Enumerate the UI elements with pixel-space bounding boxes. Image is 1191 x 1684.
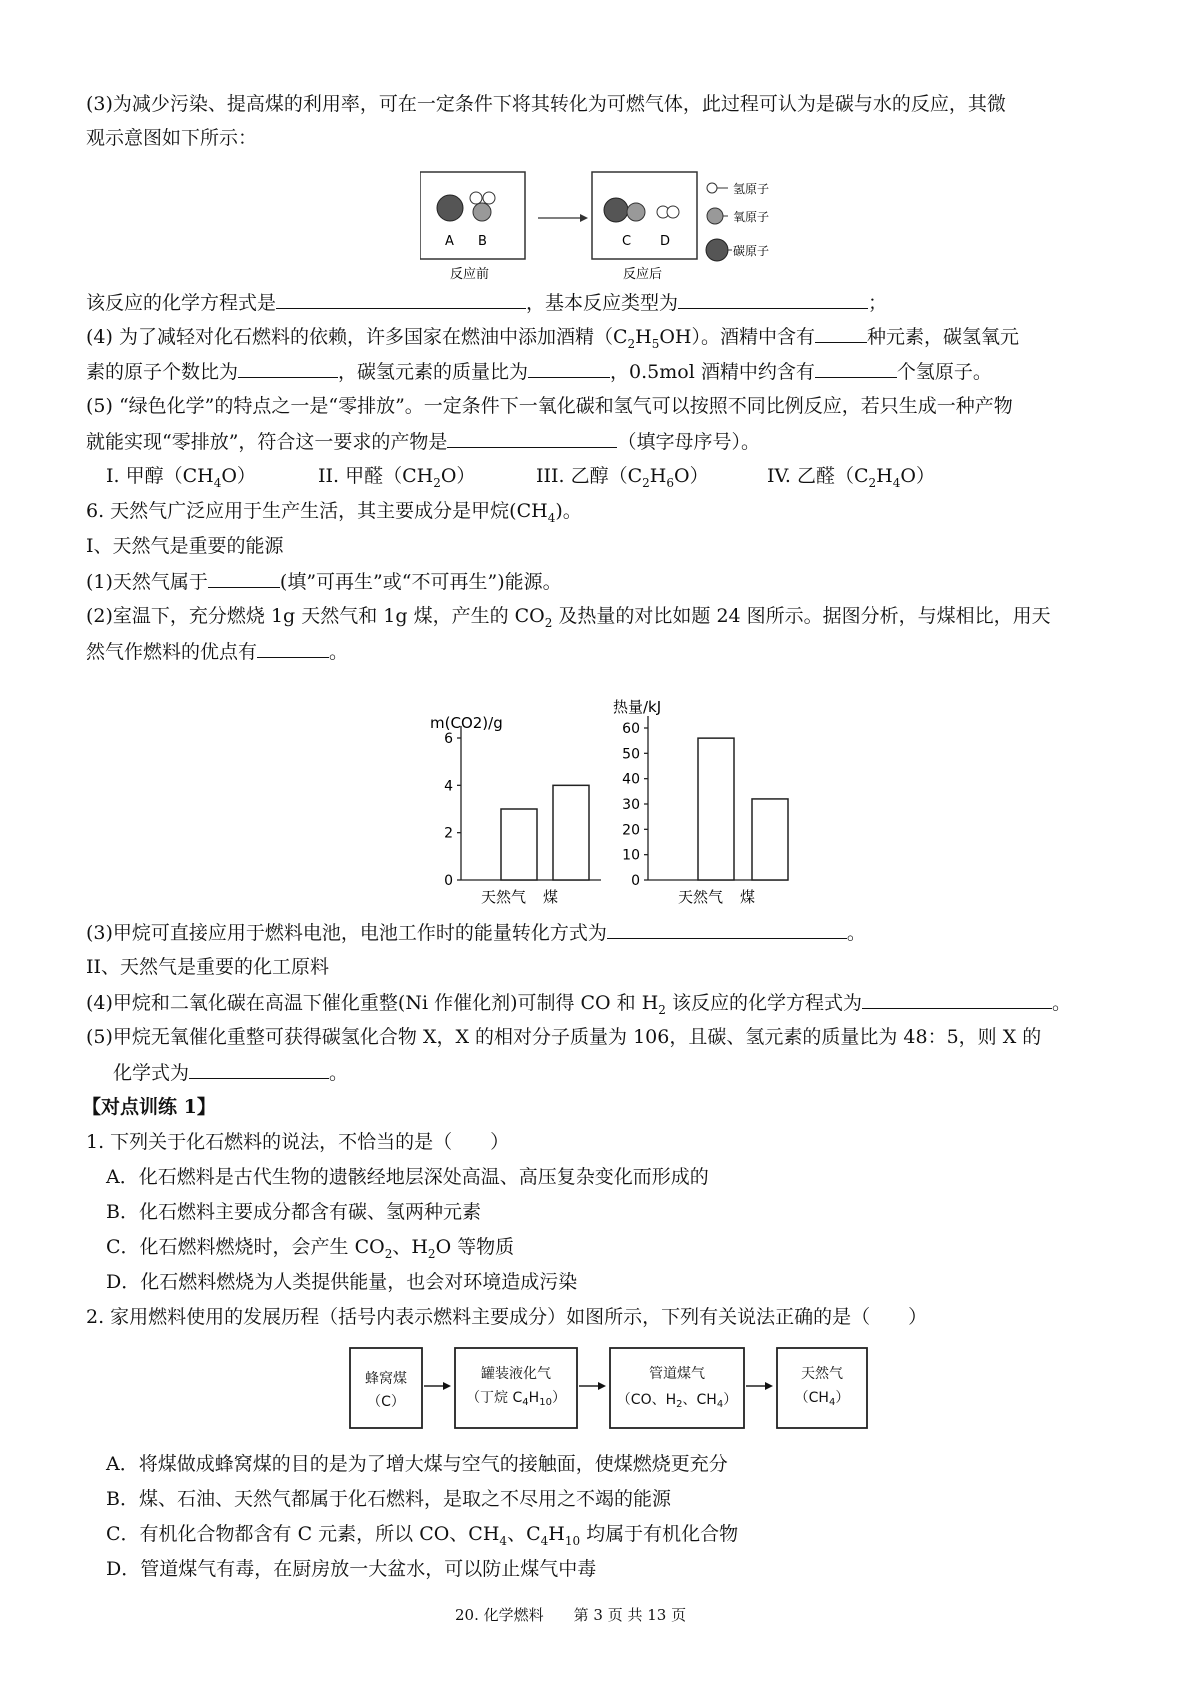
bar-0 — [501, 809, 537, 880]
mass-ratio-blank[interactable] — [528, 357, 610, 378]
arrow-icon — [765, 1382, 773, 1390]
q6-section-1: I、天然气是重要的能源 — [86, 535, 284, 557]
flow-box-gas-formula: （CO、$H_2$、$CH_4$） — [616, 1392, 738, 1410]
legend-oxygen: 氧原子 — [733, 210, 770, 224]
flow-box-lpg — [455, 1348, 577, 1428]
carbon-atom-c — [604, 198, 628, 222]
product-blank[interactable] — [447, 427, 617, 448]
reaction-micro-diagram — [420, 170, 800, 285]
flow-box-coal-formula: （C） — [367, 1394, 405, 1410]
q6-part-4: (4)甲烷和二氧化碳在高温下催化重整(Ni 作催化剂)可制得 CO 和 $H_2$ 该反应的化学方程式为 。 — [86, 988, 1071, 1017]
y-tick-label: 0 — [631, 873, 640, 889]
flow-box-lpg-title: 罐装液化气 — [481, 1366, 551, 1382]
arrow-icon — [580, 214, 588, 222]
before-box — [420, 172, 525, 259]
q6-part-5-line2: 化学式为 。 — [113, 1058, 348, 1087]
q4-line1: (4) 为了减轻对化石燃料的依赖，许多国家在燃油中添加酒精$(C_2H_5OH)$。酒精中含有 种元素，碳氢氧元 — [86, 322, 1019, 351]
training-q1-option-c[interactable]: C．化石燃料燃烧时，会产生 $CO_2$、$H_2O$ 等物质 — [106, 1236, 515, 1261]
caption-after: 反应后 — [623, 267, 663, 282]
equation-blank[interactable] — [276, 288, 526, 309]
bar-1 — [752, 799, 788, 880]
q5-option-4: IV. 乙醛$(C_2H_4O)$ — [767, 465, 935, 490]
training-q2: 2. 家用燃料使用的发展历程（括号内表示燃料主要成分）如图所示，下列有关说法正确的是（ ） — [86, 1306, 928, 1328]
oxygen-atom-b — [473, 203, 491, 221]
training-heading: 【对点训练 1】 — [82, 1096, 216, 1118]
y-tick-label: 0 — [444, 873, 453, 889]
q3-line1: (3)为减少污染、提高煤的利用率，可在一定条件下将其转化为可燃气体，此过程可认为是碳与水的反应，其微 — [86, 93, 1006, 115]
flow-box-gas — [610, 1348, 744, 1428]
label-b: B — [478, 234, 487, 249]
q5-option-2: II. 甲醛$(CH_2O)$ — [318, 465, 476, 490]
flow-box-natural-gas-formula: $(CH_4)$ — [794, 1390, 850, 1408]
label-d: D — [660, 234, 671, 249]
atom-ratio-blank[interactable] — [238, 357, 338, 378]
flow-box-lpg-formula: （丁烷 $C_4H_{10}$） — [466, 1390, 566, 1408]
q6-part-2-line2: 然气作燃料的优点有 。 — [86, 637, 348, 666]
legend-hydrogen: 氢原子 — [733, 182, 770, 196]
y-tick-label: 6 — [444, 731, 453, 747]
x-category-label: 天然气 — [678, 888, 724, 906]
formula-blank[interactable] — [189, 1058, 329, 1079]
advantage-blank[interactable] — [257, 637, 329, 658]
q6-part-5-line1: (5)甲烷无氧催化重整可获得碳氢化合物 X，X 的相对分子质量为 106，且碳、氢元素的质量比为 48：5，则 X 的 — [86, 1026, 1042, 1048]
heat-bar-chart — [605, 690, 795, 910]
page-footer: 20. 化学燃料 第 3 页 共 13 页 — [455, 1606, 687, 1624]
q6-title: 6. 天然气广泛应用于生产生活，其主要成分是甲烷$(CH_4)$。 — [86, 500, 582, 525]
y-tick-label: 2 — [444, 825, 453, 842]
flow-box-natural-gas — [777, 1348, 867, 1428]
q3-line2: 观示意图如下所示： — [86, 127, 258, 149]
energy-conversion-blank[interactable] — [607, 918, 847, 939]
x-category-label: 煤 — [543, 888, 559, 906]
q6-part-1: (1)天然气属于 (填”可再生”或“不可再生”)能源。 — [86, 567, 562, 596]
training-q2-option-d[interactable]: D．管道煤气有毒，在厨房放一大盆水，可以防止煤气中毒 — [106, 1558, 597, 1580]
q6-part-2-line1: (2)室温下，充分燃烧 1g 天然气和 1g 煤，产生的 $CO_2$ 及热量的对比如题 24 图所示。据图分析，与煤相比，用天 — [86, 605, 1051, 630]
training-q2-option-a[interactable]: A．将煤做成蜂窝煤的目的是为了增大煤与空气的接触面，使煤燃烧更充分 — [106, 1453, 728, 1475]
q4-line2: 素的原子个数比为 ，碳氢元素的质量比为 ，0.5mol 酒精中约含有 个氢原子。 — [86, 357, 992, 386]
legend-oxygen-icon — [707, 208, 723, 224]
oxygen-atom-c — [627, 203, 645, 221]
x-category-label: 天然气 — [481, 888, 527, 906]
y-tick-label: 4 — [444, 778, 453, 795]
bar-0 — [698, 738, 734, 880]
co2-bar-chart — [425, 700, 605, 910]
hydrogen-count-blank[interactable] — [815, 357, 897, 378]
legend-hydrogen-icon — [707, 183, 717, 193]
flow-box-coal-title: 蜂窝煤 — [365, 1371, 407, 1387]
hydrogen-atom-b1 — [470, 192, 482, 204]
y-tick-label: 30 — [622, 797, 640, 813]
y-tick-label: 50 — [622, 746, 640, 763]
y-tick-label: 60 — [622, 721, 640, 737]
reaction-type-blank[interactable] — [678, 288, 868, 309]
q6-part-3: (3)甲烷可直接应用于燃料电池，电池工作时的能量转化方式为 。 — [86, 918, 866, 947]
arrow-icon — [598, 1382, 606, 1390]
training-q1-option-d[interactable]: D．化石燃料燃烧为人类提供能量，也会对环境造成污染 — [106, 1271, 578, 1293]
training-q2-option-c[interactable]: C．有机化合物都含有 C 元素，所以 CO、$CH_4$、$C_4H_{10}$ 均属于有机化合物 — [106, 1523, 739, 1548]
heat-chart-ylabel: 热量/kJ — [613, 698, 662, 716]
q5-line1: (5) “绿色化学”的特点之一是“零排放”。一定条件下一氧化碳和氢气可以按照不同比例反应，若只生成一种产物 — [86, 395, 1013, 417]
legend-carbon: 碳原子 — [733, 244, 770, 258]
label-c: C — [622, 234, 632, 249]
hydrogen-atom-d2 — [667, 206, 679, 218]
reforming-equation-blank[interactable] — [862, 988, 1052, 1009]
co2-chart-ylabel: m(CO2)/g — [430, 714, 503, 732]
training-q1-option-b[interactable]: B．化石燃料主要成分都含有碳、氢两种元素 — [106, 1201, 481, 1223]
element-count-blank[interactable] — [815, 322, 867, 343]
training-q2-option-b[interactable]: B．煤、石油、天然气都属于化石燃料，是取之不尽用之不竭的能源 — [106, 1488, 671, 1510]
arrow-icon — [443, 1382, 451, 1390]
training-q1: 1. 下列关于化石燃料的说法，不恰当的是（ ） — [86, 1131, 510, 1153]
y-tick-label: 10 — [622, 847, 640, 864]
q3-equation-line: 该反应的化学方程式是 ，基本反应类型为 ； — [86, 288, 887, 317]
bar-1 — [553, 785, 589, 880]
fuel-history-flow — [340, 1338, 880, 1434]
q6-section-2: II、天然气是重要的化工原料 — [86, 956, 330, 978]
hydrogen-atom-b2 — [483, 192, 495, 204]
q5-option-3: III. 乙醇$(C_2H_6O)$ — [536, 465, 709, 490]
y-tick-label: 40 — [622, 771, 640, 788]
caption-before: 反应前 — [450, 267, 490, 282]
y-tick-label: 20 — [622, 822, 640, 839]
legend-carbon-icon — [706, 239, 728, 261]
carbon-atom-a — [437, 195, 463, 221]
q5-option-1: I. 甲醇$(CH_4O)$ — [106, 465, 256, 490]
flow-box-gas-title: 管道煤气 — [649, 1366, 705, 1382]
renewable-blank[interactable] — [208, 567, 280, 588]
flow-box-natural-gas-title: 天然气 — [801, 1366, 843, 1382]
label-a: A — [445, 234, 454, 249]
training-q1-option-a[interactable]: A．化石燃料是古代生物的遗骸经地层深处高温、高压复杂变化而形成的 — [106, 1166, 709, 1188]
flow-box-coal — [350, 1348, 422, 1428]
x-category-label: 煤 — [740, 888, 756, 906]
q5-line2: 就能实现“零排放”，符合这一要求的产物是 （填字母序号）。 — [86, 427, 760, 456]
